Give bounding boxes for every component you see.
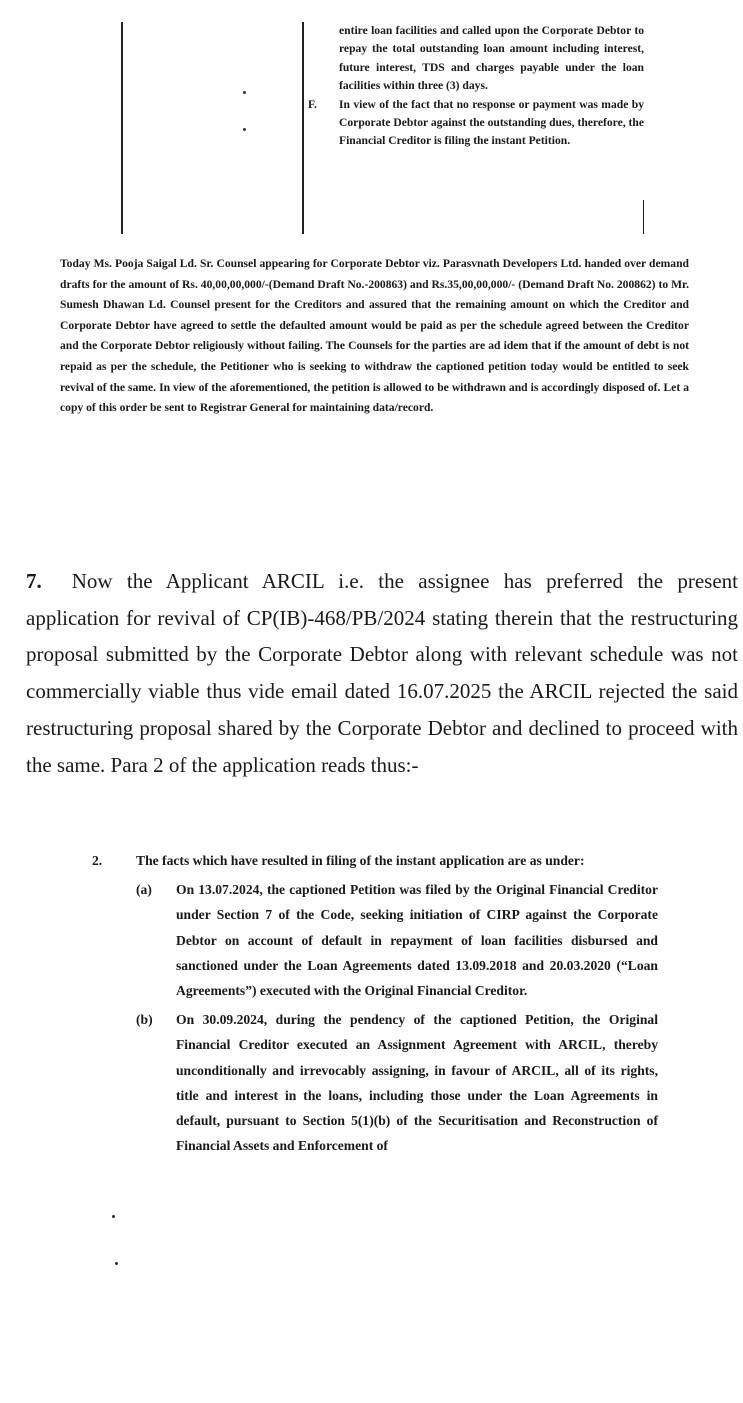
- table-cell-paragraph: entire loan facilities and called upon the Corporate Debtor to repay the total outstanding loan amount including interest, future interest, TDS and charges payable under the loan facilities within three (3) days.: [339, 24, 644, 93]
- scan-speck: [115, 1262, 118, 1265]
- scan-speck: [112, 1215, 115, 1218]
- paragraph-number: 7.: [26, 569, 42, 593]
- subitem-text: On 13.07.2024, the captioned Petition was filed by the Original Financial Creditor under Section 7 of the Code, seeking initiation of CIRP against the Corporate Debtor on account of default in repayment of loan facilities disbursed and sanctioned under the Loan Agreements dated 13.09.2018 and 20.03.2020 (“Loan Agreements”) executed with the Original Financial Creditor.: [176, 882, 658, 999]
- quoted-order-block: Today Ms. Pooja Saigal Ld. Sr. Counsel appearing for Corporate Debtor viz. Parasvnath Developers Ltd. handed over demand drafts for the amount of Rs. 40,00,00,000/-(Demand Draft No.-200863) and Rs.35,00,00,000/- (Demand Draft No. 200862) to Mr. Sumesh Dhawan Ld. Counsel present for the Creditors and assured that the remaining amount on which the Creditor and Corporate Debtor have agreed to settle the defaulted amount would be paid as per the schedule agreed between the Creditor and the Corporate Debtor religiously without failing. The Counsels for the parties are ad idem that if the amount of debt is not repaid as per the schedule, the Petitioner who is seeking to withdraw the captioned petition today would be entitled to seek revival of the same. In view of the aforementioned, the petition is allowed to be withdrawn and is accordingly disposed of. Let a copy of this order be sent to Registrar General for maintaining data/record.: [60, 257, 689, 415]
- item-text: The facts which have resulted in filing of the instant application are as under:: [136, 853, 585, 868]
- subitem-label: (a): [136, 882, 152, 898]
- table-column-divider: [302, 22, 304, 234]
- subitem-b: [136, 1007, 658, 1158]
- item-label: F.: [308, 97, 317, 111]
- application-extract: [92, 848, 658, 1158]
- subitem-a: [136, 877, 658, 1003]
- scan-speck: [243, 128, 246, 131]
- paragraph-7: [26, 563, 738, 783]
- subitem-label: (b): [136, 1012, 153, 1028]
- table-left-border: [121, 22, 123, 234]
- extract-item-2: [92, 848, 658, 873]
- item-text: In view of the fact that no response or payment was made by Corporate Debtor against the outstanding dues, therefore, the Financial Creditor is filing the instant Petition.: [339, 97, 644, 148]
- table-cell-text: [308, 22, 644, 151]
- item-number: 2.: [92, 853, 103, 868]
- subitem-text: On 30.09.2024, during the pendency of the captioned Petition, the Original Financial Creditor executed an Assignment Agreement with ARCIL, thereby unconditionally and irrevocably assigning, in favour of ARCIL, all of its rights, title and interest in the loans, including those under the Loan Agreements in default, pursuant to Section 5(1)(b) of the Securitisation and Reconstruction of Financial Assets and Enforcement of: [176, 1012, 658, 1154]
- scan-speck: [243, 91, 246, 94]
- table-item-f: [308, 96, 644, 151]
- table-right-border: [643, 200, 644, 234]
- paragraph-text: Now the Applicant ARCIL i.e. the assignee has preferred the present application for revival of CP(IB)-468/PB/2024 stating therein that the restructuring proposal submitted by the Corporate Debtor along with relevant schedule was not commercially viable thus vide email dated 16.07.2025 the ARCIL rejected the said restructuring proposal shared by the Corporate Debtor and declined to proceed with the same. Para 2 of the application reads thus:-: [26, 569, 738, 777]
